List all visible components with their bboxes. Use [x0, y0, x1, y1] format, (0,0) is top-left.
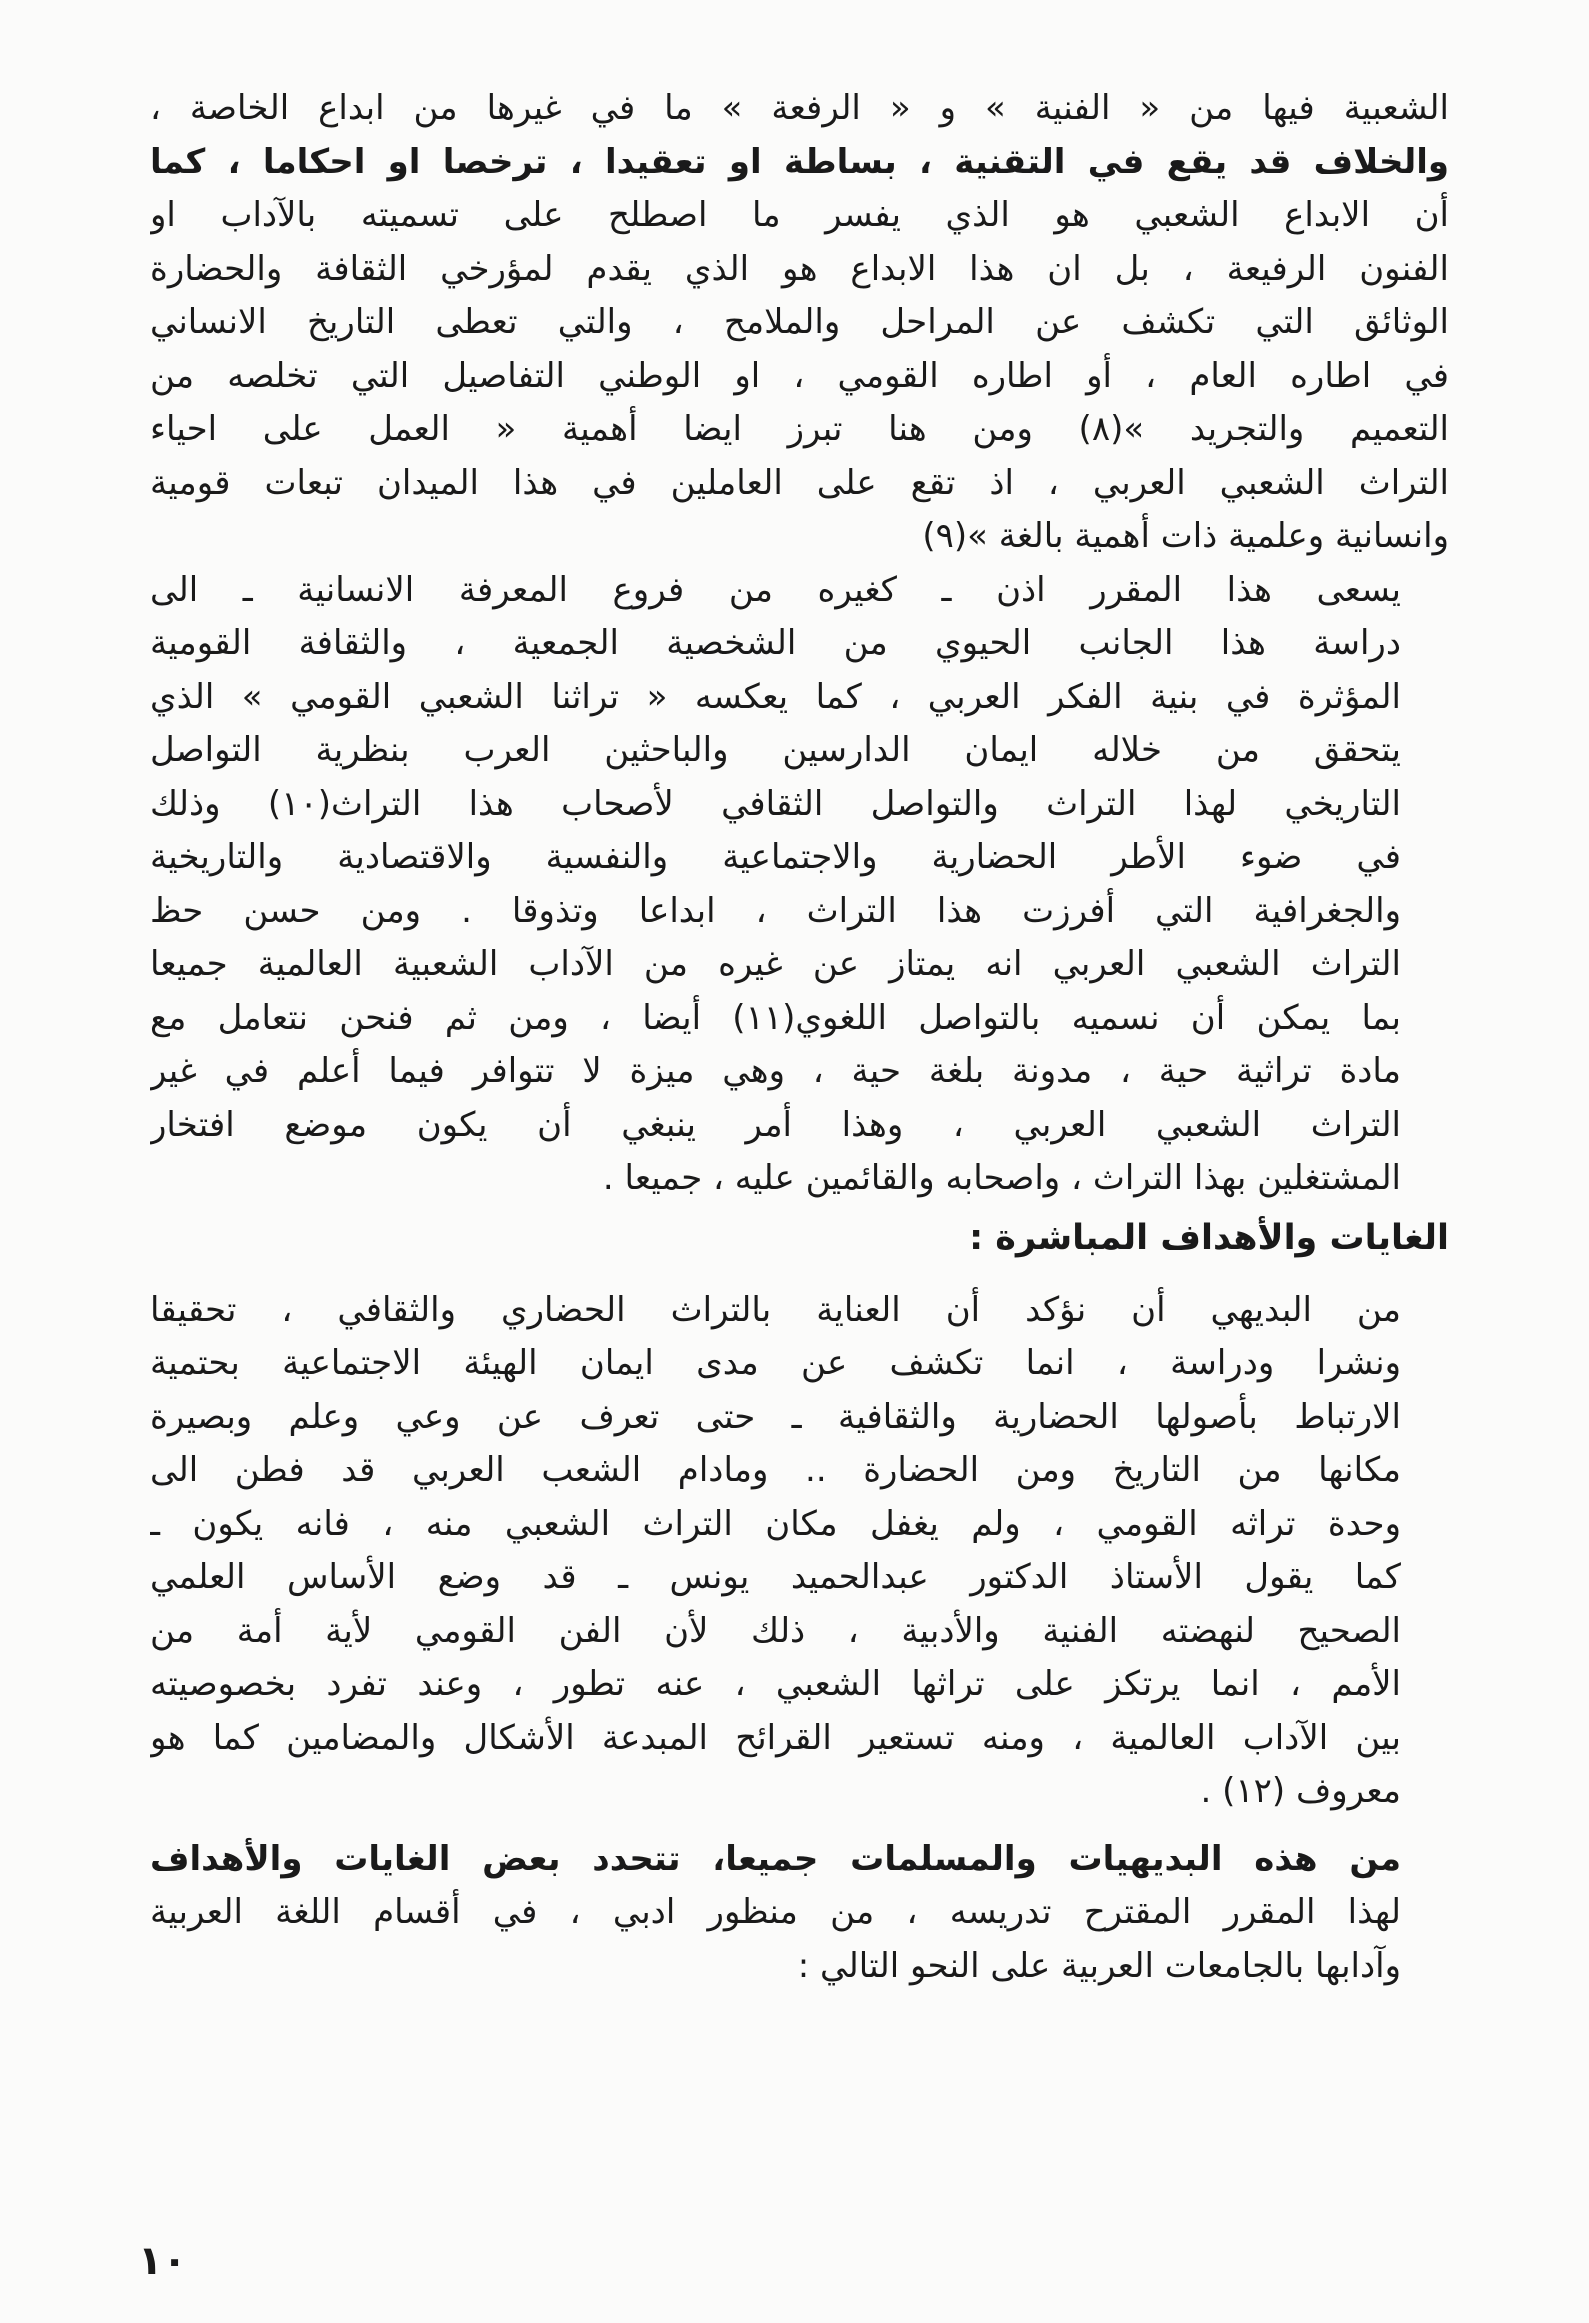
text-line: والخلاف قد يقع في التقنية ، بساطة او تعقيدا ، ترخصا او احكاما ، كما [150, 141, 1449, 182]
text-line: الارتباط بأصولها الحضارية والثقافية ـ حتى تعرف عن وعي وعلم وبصيرة [150, 1396, 1401, 1437]
text-line: لهذا المقرر المقترح تدريسه ، من منظور ادبي ، في أقسام اللغة العربية [150, 1892, 1401, 1932]
text-line: التراث الشعبي العربي انه يمتاز عن غيره من الآداب الشعبية العالمية جميعا [150, 944, 1401, 984]
text-line: يسعى هذا المقرر اذن ـ كغيره من فروع المعرفة الانسانية ـ الى [150, 569, 1401, 610]
text-line: في ضوء الأطر الحضارية والاجتماعية والنفسية والاقتصادية والتاريخية [150, 837, 1401, 877]
text-line: المؤثرة في بنية الفكر العربي ، كما يعكسه « تراثنا الشعبي القومي » الذي [150, 676, 1401, 717]
text-line: التعميم والتجريد »(٨) ومن هنا تبرز ايضا أهمية « العمل على احياء [150, 409, 1449, 449]
text-line: وانسانية وعلمية ذات أهمية بالغة »(٩) [922, 516, 1449, 556]
body-text [150, 82, 1449, 1993]
text-line: يتحقق من خلاله ايمان الدارسين والباحثين العرب بنظرية التواصل [150, 730, 1401, 770]
paragraph-2 [150, 564, 1449, 1206]
spacer [150, 1819, 1449, 1833]
text-line: وآدابها بالجامعات العربية على النحو التالي : [797, 1945, 1401, 1986]
text-line: مادة تراثية حية ، مدونة بلغة حية ، وهي ميزة لا تتوافر فيما أعلم في غير [150, 1051, 1401, 1091]
text-line: بما يمكن أن نسميه بالتواصل اللغوي(١١) أيضا ، ومن ثم فنحن نتعامل مع [150, 997, 1402, 1038]
text-line: وحدة تراثه القومي ، ولم يغفل مكان التراث الشعبي منه ، فانه يكون ـ [150, 1503, 1401, 1544]
spacer [150, 1270, 1449, 1284]
page-number: ١٠ [138, 2238, 187, 2284]
text-line: دراسة هذا الجانب الحيوي من الشخصية الجمعية ، والثقافة القومية [150, 623, 1401, 663]
text-line: بين الآداب العالمية ، ومنه تستعير القرائح المبدعة الأشكال والمضامين كما هو [150, 1717, 1401, 1758]
text-line: والجغرافية التي أفرزت هذا التراث ، ابداعا وتذوقا . ومن حسن حظ [150, 890, 1401, 931]
text-line: التراث الشعبي العربي ، اذ تقع على العاملين في هذا الميدان تبعات قومية [150, 462, 1449, 503]
paragraph-3 [150, 1284, 1449, 1819]
paragraph-1 [150, 82, 1449, 564]
text-line: الفنون الرفيعة ، بل ان هذا الابداع هو الذي يقدم لمؤرخي الثقافة والحضارة [150, 248, 1449, 289]
text-line: مكانها من التاريخ ومن الحضارة .. ومادام الشعب العربي قد فطن الى [150, 1450, 1401, 1490]
text-line: معروف (١٢) . [1200, 1771, 1401, 1811]
text-line: من البديهي أن نؤكد أن العناية بالتراث الحضاري والثقافي ، تحقيقا [150, 1289, 1401, 1330]
text-line: التراث الشعبي العربي ، وهذا أمر ينبغي أن يكون موضع افتخار [150, 1104, 1401, 1145]
text-line: ونشرا ودراسة ، انما تكشف عن مدى ايمان الهيئة الاجتماعية بحتمية [150, 1343, 1401, 1383]
section-heading: الغايات والأهداف المباشرة : [969, 1217, 1449, 1258]
text-line: في اطاره العام ، أو اطاره القومي ، او الوطني التفاصيل التي تخلصه من [150, 355, 1449, 396]
text-line: أن الابداع الشعبي هو الذي يفسر ما اصطلح على تسميته بالآداب او [150, 195, 1449, 235]
text-line: كما يقول الأستاذ الدكتور عبدالحميد يونس ـ قد وضع الأساس العلمي [150, 1557, 1401, 1597]
text-line: من هذه البديهيات والمسلمات جميعا، تتحدد بعض الغايات والأهداف [150, 1838, 1401, 1879]
paragraph-4 [150, 1833, 1449, 1994]
text-line: التاريخي لهذا التراث والتواصل الثقافي لأصحاب هذا التراث(١٠) وذلك [150, 783, 1401, 824]
text-line: الصحيح لنهضته الفنية والأدبية ، ذلك لأن الفن القومي لأية أمة من [150, 1610, 1401, 1651]
text-line: الأمم ، انما يرتكز على تراثها الشعبي ، عنه تطور ، وعند تفرد بخصوصيته [150, 1664, 1401, 1704]
text-line: المشتغلين بهذا التراث ، واصحابه والقائمين عليه ، جميعا . [602, 1158, 1401, 1198]
text-line: الشعبية فيها من « الفنية » و « الرفعة » ما في غيرها من ابداع الخاصة ، [150, 88, 1449, 128]
text-line: الوثائق التي تكشف عن المراحل والملامح ، والتي تعطى التاريخ الانساني [150, 302, 1449, 342]
